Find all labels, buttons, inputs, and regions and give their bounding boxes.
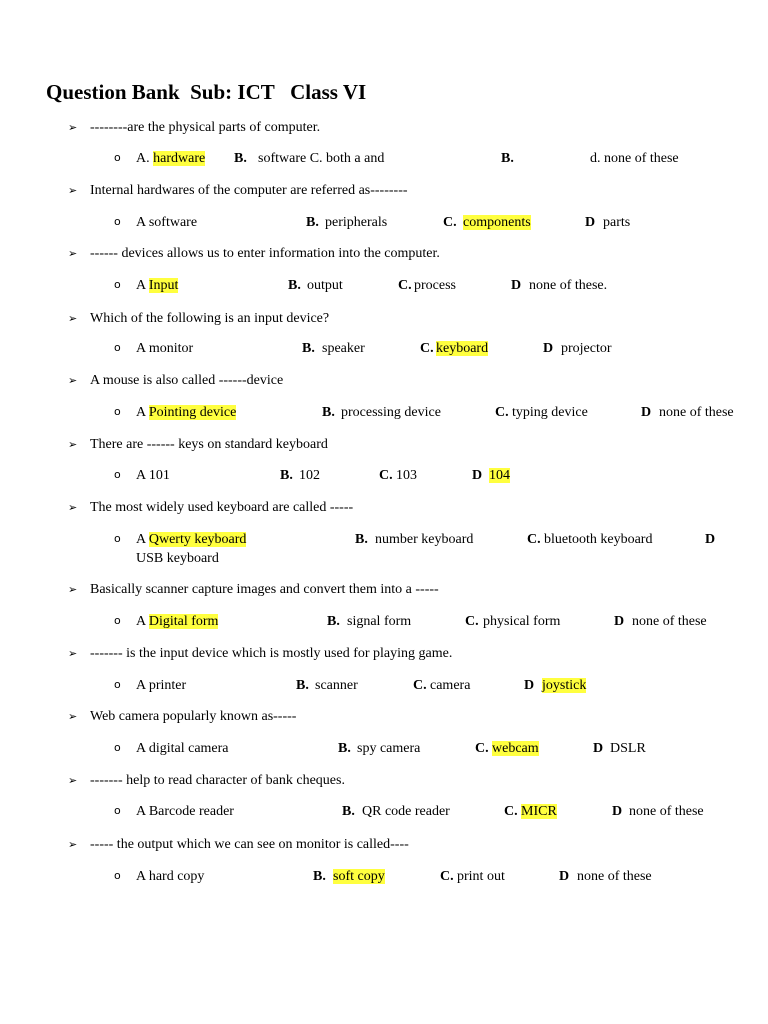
option-a-text: hard copy (148, 869, 205, 884)
option-b-label: 102 (299, 468, 320, 483)
option-a-prefix: A. (136, 151, 154, 166)
question-text (68, 183, 408, 199)
option-d-label: projector (561, 341, 612, 356)
option-b-text (307, 278, 343, 294)
option-c-prefix: C. (443, 215, 457, 230)
option-b-prefix: B. (288, 278, 301, 293)
option-d-prefix: D (559, 869, 570, 884)
arrow-bullet-icon: ➢ (68, 121, 78, 134)
option-a-prefix: A (136, 341, 149, 356)
option-a (136, 869, 204, 885)
option-d-text (629, 804, 704, 820)
option-a-text: Pointing device (148, 405, 237, 420)
option-d-text (590, 151, 679, 167)
option-c-text (436, 341, 488, 357)
option-b-label: number keyboard (375, 532, 474, 547)
arrow-bullet-icon: ➢ (68, 501, 78, 514)
option-a (136, 468, 170, 484)
option-b-prefix: B. (306, 215, 319, 230)
option-b-prefix: B. (234, 151, 247, 166)
option-b-text (333, 869, 385, 885)
option-bullet-icon: o (114, 741, 121, 754)
option-b-label: signal form (347, 614, 412, 629)
option-a-text: printer (148, 678, 187, 693)
option-a (136, 151, 205, 167)
option-d-text (529, 278, 607, 294)
option-d-prefix: D (543, 341, 554, 356)
option-c-text (544, 532, 652, 548)
option-b-label: output (307, 278, 343, 293)
question-text (68, 437, 328, 453)
option-d-prefix: D (593, 741, 604, 756)
option-d-label: parts (603, 215, 631, 230)
question-text (68, 646, 452, 662)
option-d-label: none of these. (529, 278, 608, 293)
option-a-text: Qwerty keyboard (148, 532, 247, 547)
option-d-prefix: D (614, 614, 625, 629)
option-c-prefix: C. (413, 678, 427, 693)
option-c-label: camera (430, 678, 471, 693)
option-b-label: software C. both a and (258, 151, 385, 166)
option-bullet-icon: o (114, 215, 121, 228)
option-b-prefix: B. (322, 405, 335, 420)
option-c-text (463, 215, 531, 231)
option-b-label: spy camera (357, 741, 421, 756)
option-c-label: bluetooth keyboard (544, 532, 653, 547)
option-b-prefix: B. (355, 532, 368, 547)
option-a-text: digital camera (148, 741, 229, 756)
option-bullet-icon: o (114, 614, 121, 627)
arrow-bullet-icon: ➢ (68, 312, 78, 325)
option-a (136, 405, 236, 421)
option-c-prefix: C. (440, 869, 454, 884)
option-c-label: print out (457, 869, 505, 884)
option-a-text: 101 (148, 468, 170, 483)
arrow-bullet-icon: ➢ (68, 838, 78, 851)
option-bullet-icon: o (114, 468, 121, 481)
option-d-text (542, 678, 586, 694)
option-d-label: DSLR (610, 741, 646, 756)
option-d-label: joystick (542, 678, 587, 693)
option-c-label: physical form (483, 614, 561, 629)
option-b-text (347, 614, 411, 630)
option-b-prefix: B. (280, 468, 293, 483)
question-text (68, 500, 353, 516)
arrow-bullet-icon: ➢ (68, 438, 78, 451)
question-label: --------are the physical parts of computer. (90, 120, 321, 135)
option-a-prefix: A (136, 215, 149, 230)
option-d-prefix: D (705, 532, 716, 547)
option-a-prefix: A (136, 804, 149, 819)
option-a-text: Barcode reader (148, 804, 234, 819)
option-d-label: none of these (659, 405, 734, 420)
option-b-prefix: B. (342, 804, 355, 819)
option-c-prefix: B. (501, 151, 514, 166)
option-c-prefix: C. (504, 804, 518, 819)
option-a-prefix: A (136, 678, 149, 693)
option-c-text (483, 614, 560, 630)
option-d-label: none of these (577, 869, 652, 884)
option-d-text (561, 341, 612, 357)
option-d-prefix: D (612, 804, 623, 819)
option-a-text: software (148, 215, 198, 230)
option-d-text (659, 405, 734, 421)
option-c-text (521, 804, 557, 820)
option-b-label: QR code reader (362, 804, 450, 819)
option-c-prefix: C. (465, 614, 479, 629)
question-text (68, 837, 409, 853)
option-a (136, 741, 229, 757)
option-a-text: Input (148, 278, 179, 293)
option-b-prefix: B. (296, 678, 309, 693)
option-c-prefix: C. (398, 278, 412, 293)
option-bullet-icon: o (114, 341, 121, 354)
option-a-text: hardware (153, 151, 206, 166)
option-a (136, 804, 234, 820)
option-a (136, 532, 246, 548)
option-a-prefix: A (136, 278, 149, 293)
arrow-bullet-icon: ➢ (68, 774, 78, 787)
option-b-label: peripherals (325, 215, 388, 230)
option-d-prefix: D (641, 405, 652, 420)
option-c-text (457, 869, 505, 885)
option-d-label: none of these (632, 614, 707, 629)
option-d-prefix: D (511, 278, 522, 293)
arrow-bullet-icon: ➢ (68, 184, 78, 197)
option-c-text (512, 405, 588, 421)
option-a-prefix: A (136, 614, 149, 629)
option-c-prefix: C. (495, 405, 509, 420)
question-label: Which of the following is an input device? (90, 311, 330, 326)
question-label: ------ devices allows us to enter information into the computer. (90, 246, 440, 261)
option-a-prefix: A (136, 405, 149, 420)
option-b-text (357, 741, 420, 757)
option-c-text (430, 678, 470, 694)
option-c-label: keyboard (436, 341, 489, 356)
option-d-text (603, 215, 630, 231)
option-bullet-icon: o (114, 869, 121, 882)
option-a-text: Digital form (148, 614, 219, 629)
option-c-prefix: C. (420, 341, 434, 356)
option-bullet-icon: o (114, 678, 121, 691)
question-label: There are ------ keys on standard keyboard (90, 437, 328, 452)
option-bullet-icon: o (114, 278, 121, 291)
question-label: The most widely used keyboard are called ----- (90, 500, 354, 515)
option-bullet-icon: o (114, 151, 121, 164)
option-d-label: none of these (629, 804, 704, 819)
option-b-label: speaker (322, 341, 365, 356)
option-c-prefix: C. (379, 468, 393, 483)
question-label: ------- is the input device which is mostly used for playing game. (90, 646, 453, 661)
option-a-prefix: A (136, 468, 149, 483)
question-text (68, 373, 283, 389)
option-c-label: process (414, 278, 456, 293)
question-label: Web camera popularly known as----- (90, 709, 297, 724)
arrow-bullet-icon: ➢ (68, 374, 78, 387)
option-c-text (492, 741, 539, 757)
option-c-prefix: C. (475, 741, 489, 756)
option-b-text (258, 151, 384, 167)
option-b-text (362, 804, 450, 820)
question-text (68, 311, 329, 327)
option-a-text: monitor (148, 341, 194, 356)
option-b-prefix: B. (327, 614, 340, 629)
question-text (68, 582, 439, 598)
option-c-label: typing device (512, 405, 588, 420)
option-c-label: MICR (521, 804, 557, 819)
option-a-prefix: A (136, 741, 149, 756)
option-b-prefix: B. (313, 869, 326, 884)
option-a-prefix: A (136, 869, 149, 884)
option-c-prefix: C. (527, 532, 541, 547)
option-a (136, 678, 186, 694)
option-b-text (341, 405, 441, 421)
option-a (136, 278, 178, 294)
option-c-text (396, 468, 417, 484)
arrow-bullet-icon: ➢ (68, 583, 78, 596)
option-b-prefix: B. (338, 741, 351, 756)
question-text (68, 246, 440, 262)
option-a (136, 614, 218, 630)
option-d-text (489, 468, 510, 484)
option-bullet-icon: o (114, 405, 121, 418)
option-a-prefix: A (136, 532, 149, 547)
option-b-label: processing device (341, 405, 441, 420)
option-c-label: components (463, 215, 531, 230)
option-d-prefix: D (472, 468, 483, 483)
arrow-bullet-icon: ➢ (68, 710, 78, 723)
option-d-prefix: D (524, 678, 535, 693)
option-d-wrap-text: USB keyboard (136, 551, 219, 566)
option-bullet-icon: o (114, 804, 121, 817)
question-label: ------- help to read character of bank cheques. (90, 773, 345, 788)
option-c-label: webcam (492, 741, 539, 756)
option-a (136, 215, 197, 231)
option-d-text (577, 869, 652, 885)
arrow-bullet-icon: ➢ (68, 247, 78, 260)
question-label: A mouse is also called ------device (90, 373, 284, 388)
question-text (68, 773, 345, 789)
option-c-label: 103 (396, 468, 417, 483)
option-bullet-icon: o (114, 532, 121, 545)
question-label: ----- the output which we can see on monitor is called---- (90, 837, 409, 852)
question-text (68, 709, 296, 725)
option-d-text (632, 614, 707, 630)
option-b-prefix: B. (302, 341, 315, 356)
option-d-prefix: D (585, 215, 596, 230)
option-c-text (414, 278, 456, 294)
option-b-text (375, 532, 473, 548)
option-d-label: d. none of these (590, 151, 679, 166)
question-text (68, 120, 320, 136)
option-b-label: soft copy (333, 869, 385, 884)
option-b-text (322, 341, 365, 357)
option-b-text (299, 468, 320, 484)
option-b-label: scanner (315, 678, 358, 693)
option-d-text (610, 741, 646, 757)
question-label: Basically scanner capture images and convert them into a ----- (90, 582, 439, 597)
option-b-text (325, 215, 387, 231)
option-a (136, 341, 193, 357)
option-b-text (315, 678, 358, 694)
page-title: Question Bank Sub: ICT Class VI (46, 80, 367, 104)
option-d-label: 104 (489, 468, 510, 483)
arrow-bullet-icon: ➢ (68, 647, 78, 660)
question-label: Internal hardwares of the computer are referred as-------- (90, 183, 408, 198)
